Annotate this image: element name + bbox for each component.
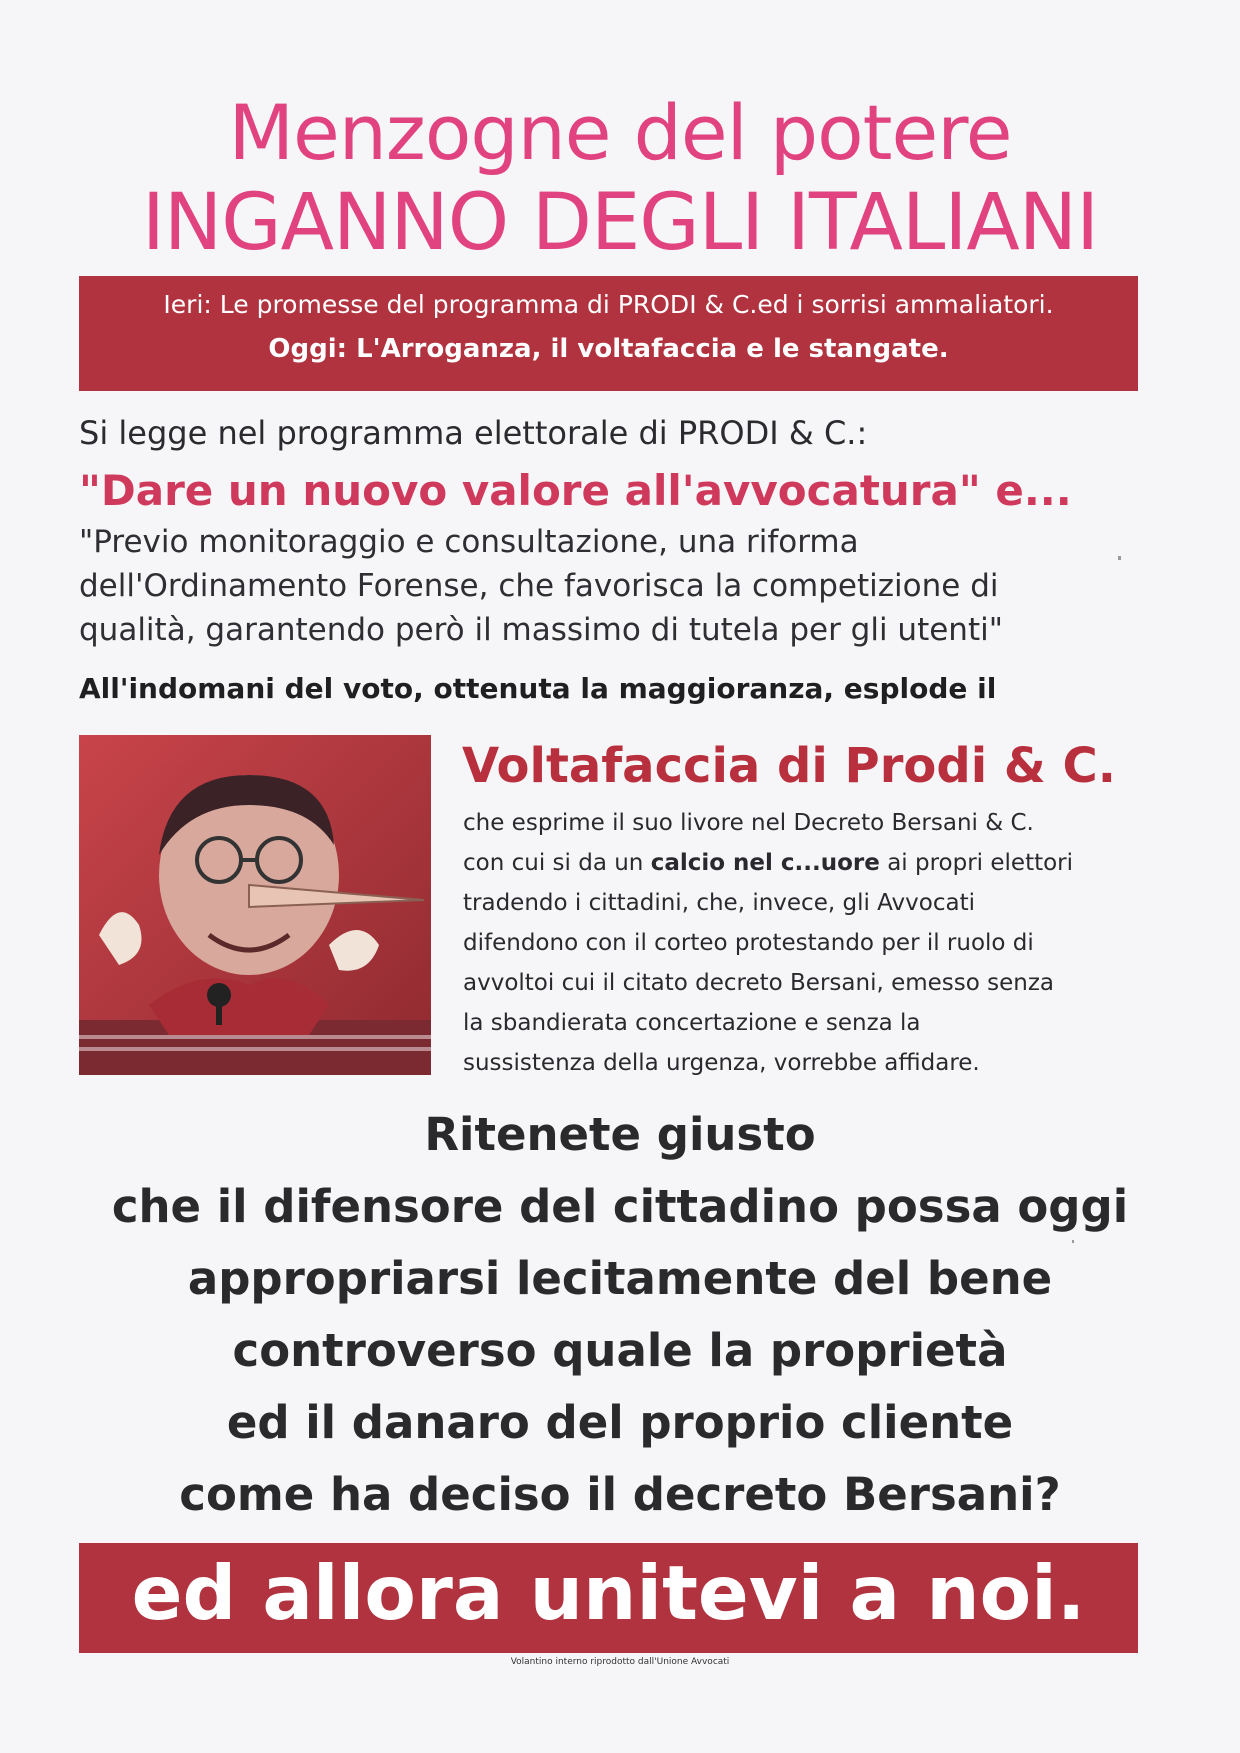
question-line: ed il danaro del proprio cliente — [226, 1396, 1014, 1449]
question-line: appropriarsi lecitamente del bene — [187, 1252, 1053, 1305]
question-line: come ha deciso il decreto Bersani? — [179, 1468, 1061, 1521]
quote-line: qualità, garantendo però il massimo di tutela per gli utenti" — [79, 612, 1003, 648]
quote-line: dell'Ordinamento Forense, che favorisca la competizione di — [79, 568, 999, 604]
paragraph-bold-text: calcio nel c...uore — [650, 850, 880, 876]
caricature-image — [79, 735, 431, 1075]
intro-text: Si legge nel programma elettorale di PRODI & C.: — [79, 414, 868, 452]
paragraph-line: avvoltoi cui il citato decreto Bersani, emesso senza — [463, 970, 1055, 996]
bottom-banner — [79, 1543, 1138, 1653]
paragraph-line: che esprime il suo livore nel Decreto Bersani & C. — [463, 810, 1034, 836]
quote-line: "Previo monitoraggio e consultazione, una riforma — [79, 524, 859, 560]
question-line: che il difensore del cittadino possa oggi — [111, 1180, 1129, 1233]
call-to-action: ed allora unitevi a noi. — [131, 1549, 1086, 1637]
paragraph-line: la sbandierata concertazione e senza la — [463, 1010, 921, 1036]
scan-speck — [1118, 556, 1121, 560]
question-line: Ritenete giusto — [424, 1108, 816, 1161]
banner-line-2: Oggi: L'Arroganza, il voltafaccia e le stangate. — [268, 334, 949, 364]
paragraph-text: ai propri elettori — [879, 850, 1074, 876]
paragraph-text: con cui si da un — [463, 850, 651, 876]
scan-speck — [1072, 1240, 1074, 1243]
paragraph-line: difendono con il corteo protestando per il ruolo di — [463, 930, 1034, 956]
caricature-illustration-icon — [79, 735, 431, 1075]
after-vote-text: All'indomani del voto, ottenuta la maggioranza, esplode il — [79, 672, 997, 705]
highlight-heading: "Dare un nuovo valore all'avvocatura" e... — [79, 466, 1072, 515]
title-line-2: INGANNO DEGLI ITALIANI — [141, 178, 1099, 268]
top-banner — [79, 276, 1138, 391]
voltafaccia-heading: Voltafaccia di Prodi & C. — [462, 738, 1116, 794]
paragraph-line: sussistenza della urgenza, vorrebbe affidare. — [463, 1050, 980, 1076]
question-line: controverso quale la proprietà — [232, 1324, 1008, 1377]
banner-line-1: Ieri: Le promesse del programma di PRODI & C.ed i sorrisi ammaliatori. — [163, 290, 1054, 319]
paragraph-line — [463, 850, 1073, 876]
title-line-1: Menzogne del potere — [228, 88, 1012, 177]
paragraph-line: tradendo i cittadini, che, invece, gli Avvocati — [463, 890, 975, 916]
footer-note: Volantino interno riprodotto dall'Unione Avvocati — [510, 1657, 730, 1667]
